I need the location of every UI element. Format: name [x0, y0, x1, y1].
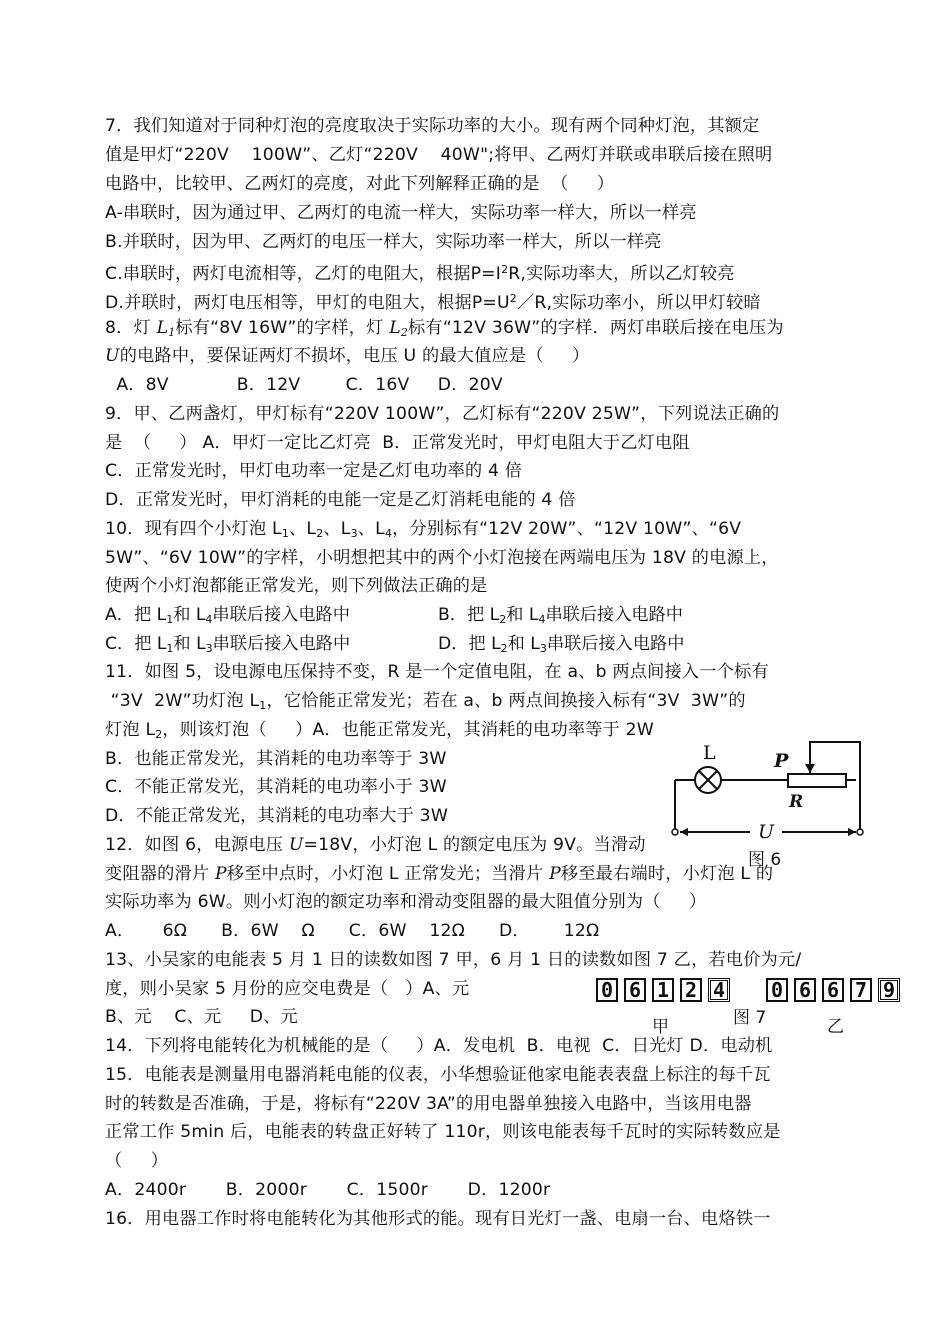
q7-option-a: A-串联时，因为通过甲、乙两灯的电流一样大，实际功率一样大，所以一样亮 — [105, 203, 697, 223]
meter-left-digit: 4 — [708, 978, 730, 1002]
q10-option-c: C．把 $L_1$和 $L_3$串联后接入电路中 — [105, 634, 351, 655]
q16-line1: 16．用电器工作时将电能转化为其他形式的能。现有日光灯一盏、电扇一台、电烙铁一 — [105, 1209, 771, 1229]
q13-line1: 13、小吴家的电能表 5 月 1 日的读数如图 7 甲，6 月 1 日的读数如图 7 乙，若电价为元/ — [105, 950, 802, 970]
fig7-right-label: 乙 — [827, 1017, 844, 1037]
q7-line2: 值是甲灯“220V 100W”、乙灯“220V 40W";将甲、乙两灯并联或串联后接在照明 — [105, 145, 773, 165]
q11-option-c: C．不能正常发光，其消耗的电功率小于 3W — [105, 777, 447, 797]
q10-line3: 使两个小灯泡都能正常发光，则下列做法正确的是 — [105, 576, 488, 596]
q11-line1: 11．如图 5，设电源电压保持不变，R 是一个定值电阻，在 a、b 两点间接入一个标有 — [105, 662, 769, 682]
q9-option-d: D．正常发光时，甲灯消耗的电能一定是乙灯消耗电能的 4 倍 — [105, 490, 576, 510]
q11-option-d: D．不能正常发光，其消耗的电功率大于 3W — [105, 806, 449, 826]
meter-left-digit: 0 — [596, 978, 618, 1002]
q12-options: A． 6Ω B．6W Ω C．6W 12Ω D． 12Ω — [105, 921, 600, 941]
q9-line2: 是 （ ） A．甲灯一定比乙灯亮 B．正常发光时，甲灯电阻大于乙灯电阻 — [105, 433, 690, 453]
fig6-label-U: U — [758, 821, 775, 843]
q15-line1: 15．电能表是测量用电器消耗电能的仪表，小华想验证他家电能表表盘上标注的每千瓦 — [105, 1065, 771, 1085]
meter-right-digit: 0 — [766, 978, 788, 1002]
meter-left-digit: 1 — [652, 978, 674, 1002]
meter-right-digit: 6 — [794, 978, 816, 1002]
q10-option-b: B．把 $L_2$和 $L_4$串联后接入电路中 — [438, 605, 683, 626]
fig7-caption: 图 7 — [733, 1008, 767, 1028]
fig6-label-P: P — [774, 750, 789, 772]
q12-line1: 12．如图 6，电源电压 U=18V，小灯泡 L 的额定电压为 9V。当滑动 — [105, 835, 646, 855]
q7-option-d: D.并联时，两灯电压相等，甲灯的电阻大，根据$P=U^2/R$,实际功率小，所以甲灯较暗 — [105, 292, 761, 313]
q11-line2: “3V 2W”功灯泡 $L_1$，它恰能正常发光；若在 a、b 两点间换接入标有“3V 3W”的 — [105, 691, 746, 712]
q8-line1: 8．灯 $L_1$标有“8V 16W”的字样，灯 $L_2$标有“12V 36W”的字样．两灯串联后接在电压为 — [105, 318, 784, 339]
q15-options: A．2400r B．2000r C．1500r D．1200r — [105, 1180, 551, 1200]
q11-option-b: B．也能正常发光，其消耗的电功率等于 3W — [105, 749, 447, 769]
q8-options: A．8V B．12V C．16V D．20V — [105, 375, 503, 395]
meter-left-digit: 2 — [680, 978, 702, 1002]
q14-line1: 14．下列将电能转化为机械能的是（ ）A．发电机 B．电视 C．日光灯 D．电动机 — [105, 1036, 773, 1056]
q15-line2: 时的转数是否准确，于是，将标有“220V 3A”的用电器单独接入电路中，当该用电器 — [105, 1094, 752, 1114]
q7-line1: 7．我们知道对于同种灯泡的亮度取决于实际功率的大小。现有两个同种灯泡，其额定 — [105, 116, 760, 136]
q12-line2: 变阻器的滑片 P移至中点时，小灯泡 L 正常发光；当滑片 P移至最右端时，小灯泡 L 的 — [105, 864, 774, 884]
q13-line3: B、元 C、元 D、元 — [105, 1007, 298, 1027]
fig7-left-label: 甲 — [652, 1017, 669, 1037]
fig6-label-L: L — [703, 742, 716, 764]
fig6-caption: 图 6 — [748, 850, 782, 870]
meter-left-digit: 6 — [624, 978, 646, 1002]
q11-line3: 灯泡 $L_2$，则该灯泡（ ）A．也能正常发光，其消耗的电功率等于 2W — [105, 720, 654, 741]
meter-right-digit: 9 — [878, 978, 900, 1002]
meter-right-digit: 7 — [850, 978, 872, 1002]
q9-option-c: C．正常发光时，甲灯电功率一定是乙灯电功率的 4 倍 — [105, 461, 523, 481]
q13-line2: 度，则小吴家 5 月份的应交电费是（ ）A、元 — [105, 979, 470, 999]
q7-line3: 电路中，比较甲、乙两灯的亮度，对此下列解释正确的是 （ ） — [105, 174, 615, 194]
meter-right-digit: 6 — [822, 978, 844, 1002]
q10-line2: 5W”、“6V 10W”的字样，小明想把其中的两个小灯泡接在两端电压为 18V 的电源上， — [105, 548, 779, 568]
q12-line3: 实际功率为 6W。则小灯泡的额定功率和滑动变阻器的最大阻值分别为（ ） — [105, 892, 707, 912]
q10-line1: 10．现有四个小灯泡 $L_1$、$L_2$、$L_3$、$L_4$，分别标有“12V 20W”、“12V 10W”、“6V — [105, 519, 742, 540]
q9-line1: 9．甲、乙两盏灯，甲灯标有“220V 100W”，乙灯标有“220V 25W”，下列说法正确的 — [105, 404, 780, 424]
fig7-meter-right — [766, 978, 900, 1002]
q10-option-d: D．把 $L_2$和 $L_3$串联后接入电路中 — [438, 634, 685, 655]
q7-option-c: C.串联时，两灯电流相等，乙灯的电阻大，根据$P=I^2R$,实际功率大，所以乙灯较亮 — [105, 263, 735, 284]
fig7-meter-left — [596, 978, 730, 1002]
q7-option-b: B.并联时，因为甲、乙两灯的电压一样大，实际功率一样大，所以一样亮 — [105, 232, 662, 252]
q15-line3: 正常工作 5min 后，电能表的转盘正好转了 110r，则该电能表每千瓦时的实际转数应是 — [105, 1122, 781, 1142]
q15-line4: （ ） — [105, 1151, 169, 1171]
q10-option-a: A．把 $L_1$和 $L_4$串联后接入电路中 — [105, 605, 350, 626]
q8-line2: U的电路中，要保证两灯不损坏，电压 U 的最大值应是（ ） — [105, 346, 590, 366]
fig6-label-R: R — [789, 792, 804, 812]
